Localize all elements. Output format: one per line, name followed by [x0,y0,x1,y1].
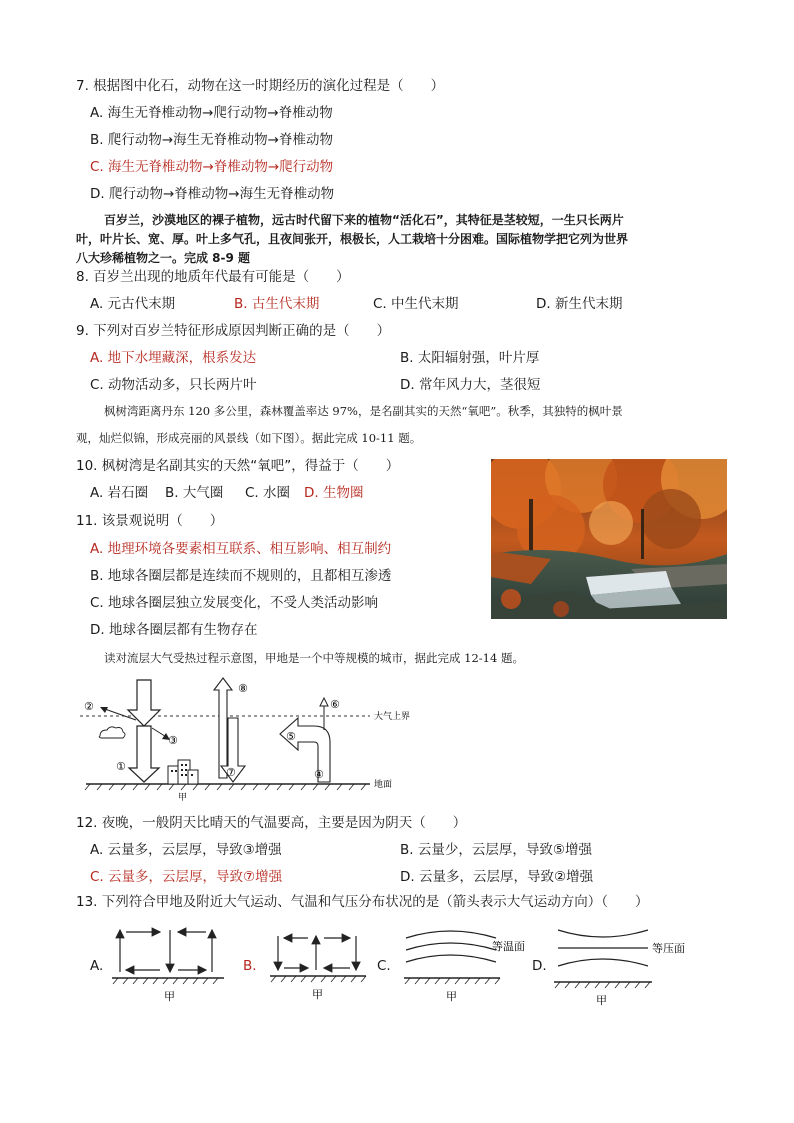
q7-option-a: A. 海生无脊椎动物→爬行动物→脊椎动物 [90,105,333,121]
atmosphere-heating-diagram [80,670,420,805]
diagram-label-5: ⑤ [286,730,296,743]
q7-option-b: B. 爬行动物→海生无脊椎动物→脊椎动物 [90,132,333,148]
q13-d-ground-label: 甲 [596,994,607,1007]
q10-option-d: D. 生物圈 [304,485,364,501]
q11-stem: 11. 该景观说明（ ） [76,513,224,529]
q9-option-c: C. 动物活动多，只长两片叶 [90,377,257,393]
city-label: 甲 [178,793,188,803]
ground-label: 地面 [374,780,393,790]
q13-diagram-c [400,922,540,1006]
q11-option-d: D. 地球各圈层都有生物存在 [90,622,258,638]
passage-8-9-line3: 八大珍稀植物之一。完成 8-9 题 [76,251,251,265]
q13-option-a-label: A. [90,958,104,974]
diagram-label-6: ⑥ [330,698,340,711]
maple-bay-photo [491,459,727,619]
q13-a-ground-label: 甲 [164,990,175,1003]
upper-boundary-label: 大气上界 [374,712,411,722]
diagram-label-3: ③ [168,734,178,747]
q10-option-a: A. 岩石圈 [90,485,149,501]
q13-b-ground-label: 甲 [312,988,323,1001]
q13-diagram-a [112,922,232,1006]
q8-option-c: C. 中生代末期 [373,296,459,312]
passage-8-9-line2: 叶，叶片长、宽、厚。叶上多气孔，且夜间张开，根极长，人工栽培十分困难。国际植物学把它列为世界 [76,232,629,246]
q9-option-b: B. 太阳辐射强，叶片厚 [400,350,540,366]
diagram-label-4: ④ [314,768,324,781]
q12-option-a: A. 云量多，云层厚，导致③增强 [90,842,282,858]
isobar-label: 等压面 [652,942,685,955]
passage-8-9-line1: 百岁兰，沙漠地区的裸子植物，远古时代留下来的植物“活化石”，其特征是茎较短，一生只长两片 [104,213,624,227]
passage-10-11-line1: 枫树湾距离丹东 120 多公里，森林覆盖率达 97%，是名副其实的天然“氧吧”。秋季，其独特的枫叶景 [104,404,623,418]
q9-option-d: D. 常年风力大，茎很短 [400,377,541,393]
q13-diagram-d [552,922,702,1012]
q12-option-b: B. 云量少，云层厚，导致⑤增强 [400,842,592,858]
q13-c-ground-label: 甲 [446,990,457,1003]
q8-option-b: B. 古生代末期 [234,296,320,312]
diagram-label-8: ⑧ [238,682,248,695]
q7-option-d: D. 爬行动物→脊椎动物→海生无脊椎动物 [90,186,335,202]
q8-stem: 8. 百岁兰出现的地质年代最有可能是（ ） [76,269,350,285]
q12-option-c: C. 云量多，云层厚，导致⑦增强 [90,869,283,885]
q13-option-c-label: C. [377,958,391,974]
q10-option-c: C. 水圈 [245,485,291,501]
isotherm-label: 等温面 [492,940,525,953]
q13-stem: 13. 下列符合甲地及附近大气运动、气温和气压分布状况的是（箭头表示大气运动方向）（ ） [76,894,649,910]
q8-option-d: D. 新生代末期 [536,296,623,312]
diagram-label-2: ② [84,700,94,713]
q13-diagram-b [270,928,374,1004]
q12-option-d: D. 云量多，云层厚，导致②增强 [400,869,594,885]
q7-stem: 7. 根据图中化石，动物在这一时期经历的演化过程是（ ） [76,78,445,94]
q13-option-b-label: B. [243,958,257,974]
q7-option-c: C. 海生无脊椎动物→脊椎动物→爬行动物 [90,159,334,175]
q13-option-d-label: D. [532,958,547,974]
passage-10-11-line2: 观，灿烂似锦，形成亮丽的风景线（如下图）。据此完成 10-11 题。 [76,431,422,445]
q9-option-a: A. 地下水埋藏深，根系发达 [90,350,257,366]
q10-option-b: B. 大气圈 [165,485,224,501]
q12-stem: 12. 夜晚，一般阴天比晴天的气温要高，主要是因为阴天（ ） [76,815,467,831]
diagram-label-7: ⑦ [226,766,236,779]
diagram-label-1: ① [116,760,126,773]
q11-option-b: B. 地球各圈层都是连续而不规则的，且都相互渗透 [90,568,392,584]
passage-12-14: 读对流层大气受热过程示意图，甲地是一个中等规模的城市，据此完成 12-14 题。 [104,651,524,665]
q11-option-c: C. 地球各圈层独立发展变化，不受人类活动影响 [90,595,379,611]
q9-stem: 9. 下列对百岁兰特征形成原因判断正确的是（ ） [76,323,391,339]
q11-option-a: A. 地理环境各要素相互联系、相互影响、相互制约 [90,541,392,557]
cloud-icon [99,727,125,738]
q10-stem: 10. 枫树湾是名副其实的天然“氧吧”，得益于（ ） [76,458,400,474]
q8-option-a: A. 元古代末期 [90,296,176,312]
